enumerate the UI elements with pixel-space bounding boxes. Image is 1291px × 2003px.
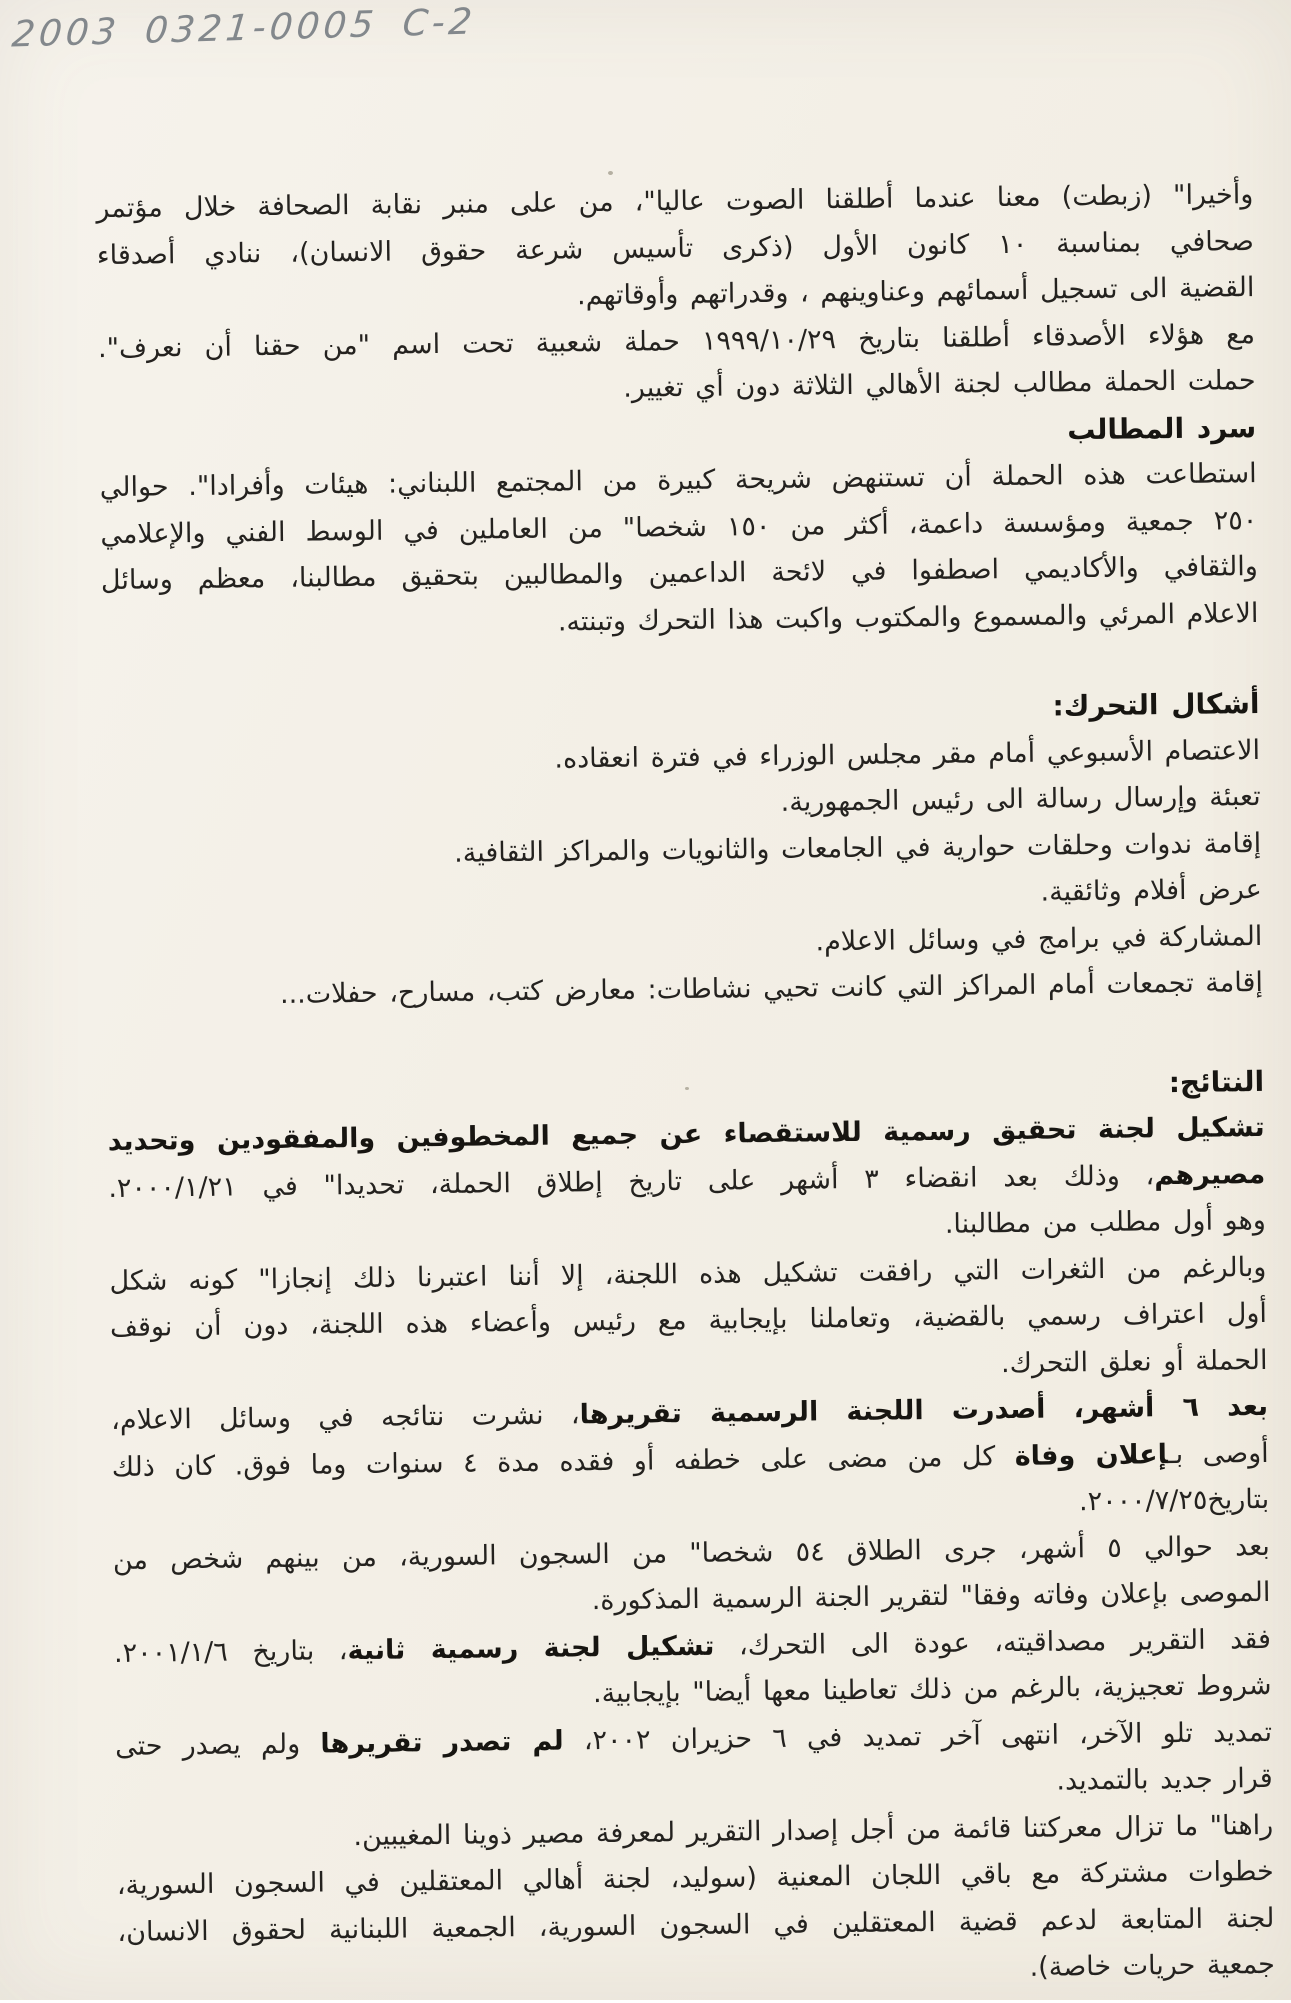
text-run: إقامة ندوات وحلقات حوارية في الجامعات والثانويات والمراكز الثقافية. <box>454 827 1261 868</box>
text-run: القضية الى تسجيل أسمائهم وعناوينهم ، وقدراتهم وأوقاتهم. <box>577 272 1255 311</box>
text-run: ولم يصدر حتى <box>115 1728 321 1762</box>
text-run: حملت الحملة مطالب لجنة الأهالي الثلاثة دون أي تغيير. <box>623 365 1256 404</box>
text-run: لم تصدر تقريرها <box>320 1725 564 1759</box>
text-run: وأخيرا" (زبطت) معنا عندما أطلقنا الصوت عاليا"، من على منبر نقابة الصحافة خلال مؤتمر <box>96 179 1253 224</box>
text-run: شروط تعجيزية، بالرغم من ذلك تعاطينا معها أيضا" بإيجابية. <box>593 1670 1272 1709</box>
text-run: بعد حوالي ٥ أشهر، جرى الطلاق ٥٤ شخصا" من السجون السورية، من بينهم شخص من <box>113 1530 1270 1575</box>
text-run: بعد ٦ أشهر، أصدرت اللجنة الرسمية تقريرها <box>579 1391 1268 1430</box>
text-run: مع هؤلاء الأصدقاء أطلقنا بتاريخ ١٩٩٩/١٠/٢٩ حملة شعبية تحت اسم "من حقنا أن نعرف". <box>98 318 1255 363</box>
text-run: إعلان وفاة <box>1015 1439 1168 1472</box>
text-run: تشكيل لجنة تحقيق رسمية للاستقصاء عن جميع المخطوفين والمفقودين وتحديد <box>108 1112 1265 1157</box>
handwritten-reference-number: 2003 0321-0005 C-2 <box>10 1 477 55</box>
scan-speck <box>608 171 613 175</box>
text-run: الحملة أو نعلق التحرك. <box>1001 1344 1268 1378</box>
text-run: تمديد تلو الآخر، انتهى آخر تمديد في ٦ حزيران ٢٠٠٢، <box>563 1716 1272 1756</box>
text-run: مصيرهم <box>1154 1158 1265 1190</box>
text-run: ٢٥٠ جمعية ومؤسسة داعمة، أكثر من ١٥٠ شخصا" من العاملين في الوسط الفني والإعلامي <box>100 504 1257 549</box>
text-run: ، بتاريخ ٢٠٠١/١/٦. <box>114 1635 348 1669</box>
text-run: بتاريخ٢٠٠٠/٧/٢٥. <box>1079 1484 1270 1517</box>
text-run: فقد التقرير مصداقيته، عودة الى التحرك، <box>714 1623 1271 1661</box>
text-run: لجنة المتابعة لدعم قضية المعتقلين في السجون السورية، الجمعية اللبنانية لحقوق الانسان، <box>117 1902 1274 1947</box>
text-run: ، نشرت نتائجه في وسائل الاعلام، <box>111 1399 580 1436</box>
text-run: وبالرغم من الثغرات التي رافقت تشكيل هذه اللجنة، إلا أننا اعتبرنا ذلك إنجازا" كونه شكل <box>109 1251 1266 1296</box>
text-run: سرد المطالب <box>1067 410 1256 445</box>
text-run: والثقافي والأكاديمي اصطفوا في لائحة الداعمين والمطالبين بتحقيق مطالبنا، معظم وسائل <box>101 551 1258 596</box>
text-run: المشاركة في برامج في وسائل الاعلام. <box>815 920 1262 956</box>
text-run: أول اعتراف رسمي بالقضية، وتعاملنا بإيجابية مع رئيس وأعضاء هذه اللجنة، دون أن نوقف <box>110 1298 1267 1343</box>
text-run: إقامة تجمعات أمام المراكز التي كانت تحيي نشاطات: معارض كتب، مسارح، حفلات... <box>280 967 1263 1010</box>
text-run: تعبئة وإرسال رسالة الى رئيس الجمهورية. <box>780 781 1260 818</box>
text-run: أشكال التحرك: <box>1052 687 1259 723</box>
scan-speck <box>685 1087 689 1090</box>
text-run: استطاعت هذه الحملة أن تستنهض شريحة كبيرة من المجتمع اللبناني: هيئات وأفرادا". حوالي <box>100 458 1257 503</box>
text-run: راهنا" ما تزال معركتنا قائمة من أجل إصدار التقرير لمعرفة مصير ذوينا المغيبين. <box>353 1809 1273 1851</box>
text-run: الاعتصام الأسبوعي أمام مقر مجلس الوزراء في فترة انعقاده. <box>554 734 1260 774</box>
text-run: وهو أول مطلب من مطالبنا. <box>945 1205 1266 1240</box>
text-run: النتائج: <box>1169 1064 1265 1098</box>
text-run: ، وذلك بعد انقضاء ٣ أشهر على تاريخ إطلاق الحملة، تحديدا" في ٢٠٠٠/١/٢١. <box>108 1160 1154 1204</box>
text-run: الموصى بإعلان وفاته وفقا" لتقرير الجنة الرسمية المذكورة. <box>592 1577 1271 1616</box>
text-run: قرار جديد بالتمديد. <box>1056 1763 1273 1797</box>
text-run: جمعية حريات خاصة). <box>1029 1949 1275 1983</box>
text-run: صحافي بمناسبة ١٠ كانون الأول (ذكرى تأسيس شرعة حقوق الانسان)، ننادي أصدقاء <box>97 225 1254 270</box>
text-run: أوصى بـ <box>1168 1437 1269 1469</box>
text-run: تشكيل لجنة رسمية ثانية <box>347 1630 714 1665</box>
text-run: عرض أفلام وثائقية. <box>1040 874 1262 908</box>
text-run: خطوات مشتركة مع باقي اللجان المعنية (سوليد، لجنة أهالي المعتقلين في السجون السورية، <box>117 1856 1274 1901</box>
text-run: كل من مضى على خطفه أو فقده مدة ٤ سنوات وما فوق. كان ذلك <box>112 1441 1015 1483</box>
text-run: الاعلام المرئي والمسموع والمكتوب واكبت هذا التحرك وتبنته. <box>558 597 1259 637</box>
